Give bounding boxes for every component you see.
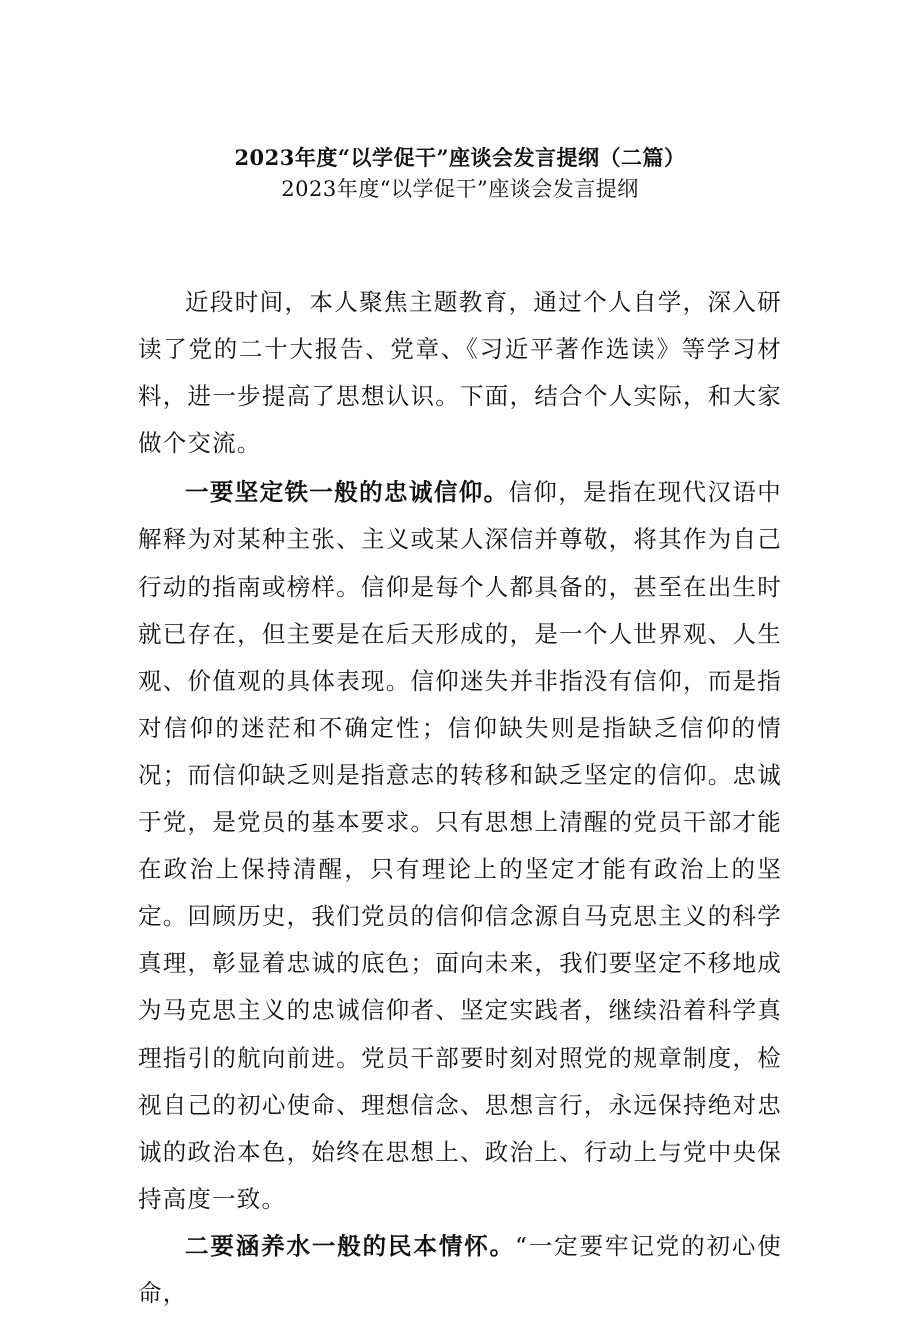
paragraph-text: “一定要牢记党的初心使命， [138, 1231, 782, 1307]
document-subtitle: 2023年度“以学促干”座谈会发言提纲 [281, 177, 639, 201]
paragraph-text: 信仰，是指在现代汉语中解释为对某种主张、主义或某人深信并尊敬，将其作为自己行动的指南或榜样。信仰是每个人都具备的，甚至在出生时就已存在，但主要是在后天形成的，是一个人世界观、人生观、价值观的具体表现。信仰迷失并非指没有信仰，而是指对信仰的迷茫和不确定性；信仰缺失则是指缺乏信仰的情况；而信仰缺乏则是指意志的转移和缺乏坚定的信仰。忠诚于党，是党员的基本要求。只有思想上清醒的党员干部才能在政治上保持清醒，只有理论上的坚定才能有政治上的坚定。回顾历史，我们党员的信仰信念源自马克思主义的科学真理，彰显着忠诚的底色；面向未来，我们要坚定不移地成为马克思主义的忠诚信仰者、坚定实践者，继续沿着科学真理指引的航向前进。党员干部要时刻对照党的规章制度，检视自己的初心使命、理想信念、思想言行，永远保持绝对忠诚的政治本色，始终在思想上、政治上、行动上与党中央保持高度一致。 [138, 478, 782, 1213]
paragraph-people-centered [138, 1223, 782, 1317]
paragraph-lead: 二要涵养水一般的民本情怀。 [185, 1231, 515, 1260]
document-body [138, 279, 782, 1317]
document-title: 2023年度“以学促干”座谈会发言提纲（二篇） [234, 145, 686, 170]
paragraph-lead: 一要坚定铁一般的忠诚信仰。 [185, 478, 509, 507]
paragraph-loyal-faith [138, 469, 782, 1223]
paragraph-text: 近段时间，本人聚焦主题教育，通过个人自学，深入研读了党的二十大报告、党章、《习近平著作选读》等学习材料，进一步提高了思想认识。下面，结合个人实际，和大家做个交流。 [138, 288, 782, 458]
paragraph-intro [138, 279, 782, 467]
